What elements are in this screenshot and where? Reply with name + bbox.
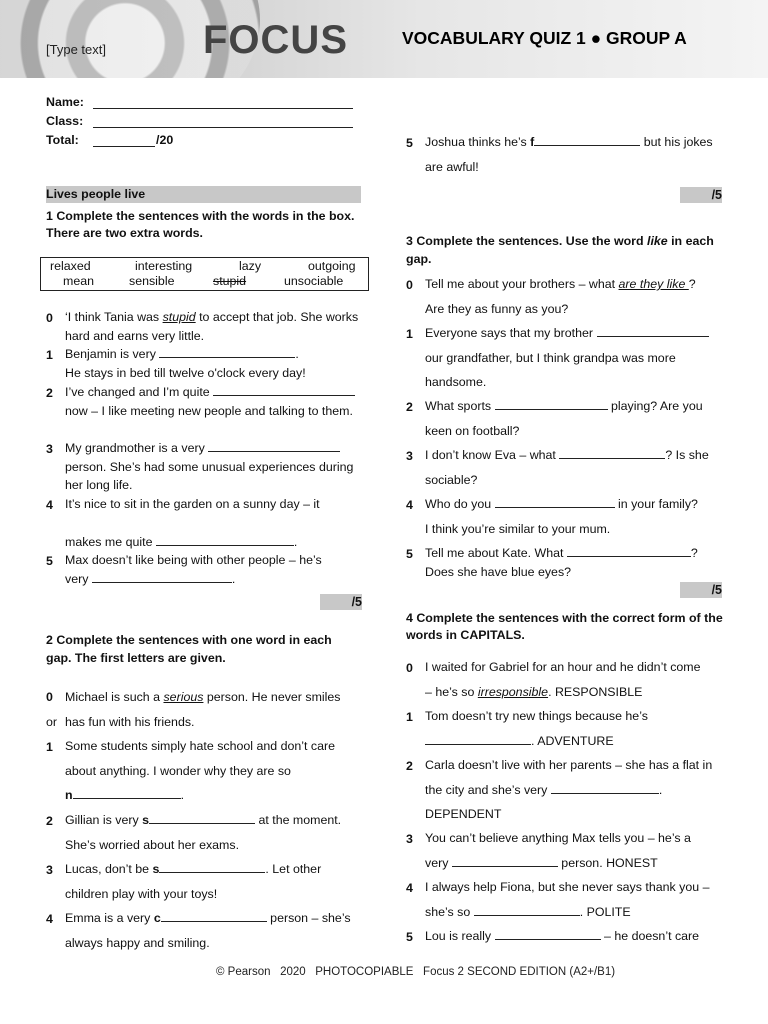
answer-gap[interactable] (156, 534, 294, 546)
example-answer: stupid (162, 310, 196, 324)
answer-gap[interactable] (559, 447, 665, 459)
ex3-item-number: 4 (406, 498, 413, 512)
ex1-item-number: 2 (46, 386, 53, 400)
ex3-item-4: Who do you in your family? I think you’re similar to your mum. (425, 497, 698, 536)
ex1-score-box[interactable]: /5 (320, 594, 362, 610)
ex2-item-number: 5 (406, 136, 413, 150)
ex4-item-3: You can’t believe anything Max tells you – he’s a very person. HONEST (425, 831, 691, 870)
total-label: Total: (46, 133, 79, 147)
word-lazy: lazy (239, 259, 262, 273)
answer-gap[interactable] (495, 928, 601, 940)
ex3-item-3: I don’t know Eva – what ? Is she sociable? (425, 448, 709, 487)
answer-gap[interactable] (474, 904, 580, 916)
ex1-item-number: 5 (46, 554, 53, 568)
ex4-item-number: 0 (406, 661, 413, 675)
ex2-item-0: Michael is such a serious person. He never smiles has fun with his friends. (65, 690, 341, 729)
word-mean: mean (63, 274, 94, 288)
answer-gap[interactable] (159, 346, 295, 358)
ex4-instruction: 4 Complete the sentences with the correct form of the words in CAPITALS. (406, 611, 723, 642)
ex3-item-0: Tell me about your brothers – what are they like ? Are they as funny as you? (425, 277, 696, 316)
ex1-item-number: 1 (46, 348, 53, 362)
answer-gap[interactable] (149, 812, 255, 824)
ex1-item-number: 3 (46, 442, 53, 456)
ex2-instruction: 2 Complete the sentences with one word in each gap. The first letters are given. (46, 633, 332, 665)
ex4-item-1: Tom doesn’t try new things because he’s . ADVENTURE (425, 709, 648, 748)
ex2-item-5: Joshua thinks he’s f but his jokes are awful! (425, 135, 713, 174)
ex1-item-number: 4 (46, 498, 53, 512)
answer-gap[interactable] (452, 855, 558, 867)
ex3-instruction: 3 Complete the sentences. Use the word like in each gap. (406, 234, 714, 266)
word-relaxed: relaxed (50, 259, 91, 273)
ex1-instruction: 1 Complete the sentences with the words in the box. There are two extra words. (46, 209, 355, 240)
ex4-item-2: Carla doesn’t live with her parents – she has a flat in the city and she’s very . DEPENDENT (425, 758, 713, 821)
ex1-item-4-cont: makes me quite . (65, 535, 298, 549)
quiz-title: VOCABULARY QUIZ 1 ● GROUP A (402, 28, 687, 48)
type-text-placeholder: [Type text] (46, 42, 106, 57)
class-label: Class: (46, 114, 84, 128)
ex1-item-1: Benjamin is very . He stays in bed till twelve o'clock every day! (65, 347, 306, 380)
ex1-item-0: ‘I think Tania was stupid to accept that job. She works hard and earns very little. (65, 310, 359, 343)
ex2-item-number: 1 (46, 740, 53, 754)
ex3-item-number: 2 (406, 400, 413, 414)
section-title: Lives people live (46, 186, 361, 203)
answer-gap[interactable] (73, 787, 181, 799)
word-interesting: interesting (135, 259, 193, 273)
ex3-score-box[interactable]: /5 (680, 582, 722, 598)
example-answer: serious (163, 690, 204, 704)
ex3-item-2: What sports playing? Are you keen on football? (425, 399, 703, 438)
ex2-item-number: 2 (46, 814, 53, 828)
name-field[interactable] (93, 95, 353, 109)
answer-gap[interactable] (92, 571, 232, 583)
ex3-item-number: 5 (406, 547, 413, 561)
word-unsociable: unsociable (284, 274, 344, 288)
ex4-item-0: I waited for Gabriel for an hour and he didn’t come – he’s so irresponsible. RESPONSIBLE (425, 660, 701, 699)
answer-gap[interactable] (597, 325, 709, 337)
ex2-item-number: 3 (46, 863, 53, 877)
ex1-item-3: My grandmother is a very person. She’s had some unusual experiences during her long life. (65, 441, 354, 492)
class-field[interactable] (93, 114, 353, 128)
ex2-item-4: Emma is a very c person – she’s always happy and smiling. (65, 911, 351, 950)
ex2-item-3: Lucas, don’t be s . Let other children play with your toys! (65, 862, 322, 901)
ex3-item-number: 1 (406, 327, 413, 341)
ex2-item-number: 4 (46, 912, 53, 926)
total-suffix: /20 (156, 133, 174, 147)
ex3-item-5: Tell me about Kate. What ? Does she have blue eyes? (425, 546, 698, 579)
answer-gap[interactable] (213, 384, 355, 396)
ex1-item-2: I’ve changed and I’m quite now – I like meeting new people and talking to them. (65, 383, 365, 420)
ex4-item-number: 2 (406, 759, 413, 773)
ex4-item-5: Lou is really – he doesn’t care (425, 929, 700, 943)
example-answer: irresponsible (477, 684, 549, 699)
answer-gap[interactable] (534, 134, 640, 146)
answer-gap[interactable] (208, 440, 340, 452)
answer-gap[interactable] (159, 861, 265, 873)
example-answer: are they like (618, 277, 689, 291)
ex4-item-number: 4 (406, 881, 413, 895)
answer-gap[interactable] (495, 398, 608, 410)
page-header (0, 0, 768, 78)
answer-gap[interactable] (495, 496, 615, 508)
answer-gap[interactable] (551, 782, 659, 794)
page-footer: © Pearson 2020 PHOTOCOPIABLE Focus 2 SECOND EDITION (A2+/B1) (216, 966, 616, 978)
ex4-item-number: 5 (406, 930, 413, 944)
ex3-item-number: 3 (406, 449, 413, 463)
ex1-item-number: 0 (46, 311, 53, 325)
total-field[interactable] (93, 133, 155, 147)
word-sensible: sensible (129, 274, 175, 288)
answer-gap[interactable] (161, 910, 267, 922)
word-stupid: stupid (213, 274, 247, 288)
ex2-item-number: 0 (46, 690, 53, 704)
focus-logo: FOCUS (203, 18, 348, 62)
ex4-item-number: 1 (406, 710, 413, 724)
ex3-item-1: Everyone says that my brother our grandfather, but I think grandpa was more handsome. (425, 321, 735, 395)
ex2-item-or: or (46, 715, 58, 729)
answer-gap[interactable] (425, 733, 531, 745)
word-outgoing: outgoing (308, 259, 356, 273)
word-box (40, 257, 369, 291)
ex4-item-4: I always help Fiona, but she never says thank you – she’s so . POLITE (425, 880, 710, 919)
ex3-item-number: 0 (406, 278, 413, 292)
ex2-score-box[interactable]: /5 (680, 187, 722, 203)
ex2-item-2: Gillian is very s at the moment. She’s worried about her exams. (65, 813, 342, 852)
ex1-item-4: It’s nice to sit in the garden on a sunny day – it (65, 497, 320, 511)
name-label: Name: (46, 95, 84, 109)
ex4-item-number: 3 (406, 832, 413, 846)
answer-gap[interactable] (567, 545, 691, 557)
ex2-item-1: Some students simply hate school and don’t care about anything. I wonder why they are so n . (65, 739, 335, 802)
ex1-item-5: Max doesn’t like being with other people – he’s very . (65, 553, 322, 586)
